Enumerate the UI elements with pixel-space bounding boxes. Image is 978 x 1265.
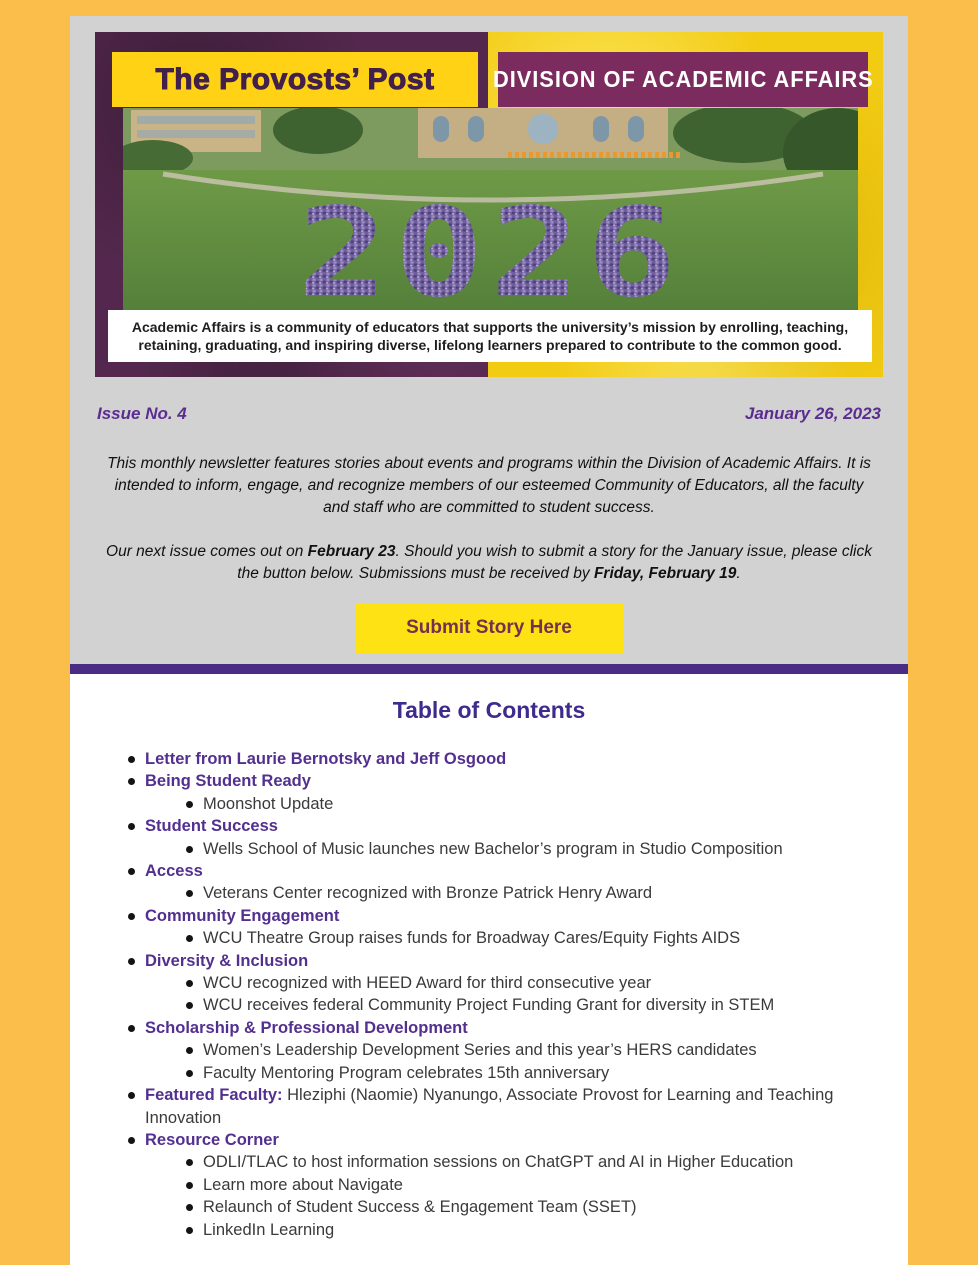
toc-subitem: Faculty Mentoring Program celebrates 15th anniversary: [70, 1062, 908, 1084]
section-divider: [70, 664, 908, 674]
toc-subitem: Veterans Center recognized with Bronze Patrick Henry Award: [70, 882, 908, 904]
brand-title: The Provosts’ Post: [155, 62, 435, 96]
submission-note: Our next issue comes out on February 23. Should you wish to submit a story for the January issue, please click the button below. Submissions must be received by Friday, February 19.: [106, 543, 872, 582]
toc-subitem: Moonshot Update: [70, 793, 908, 815]
issue-row: [70, 404, 908, 424]
hero-caption: Academic Affairs is a community of educators that supports the university’s mission by enrolling, teaching, retaining, graduating, and inspiring diverse, lifelong learners prepared to contribute to the common good.: [108, 310, 872, 362]
toc-item: Scholarship & Professional Development: [70, 1017, 908, 1039]
toc-subitem: LinkedIn Learning: [70, 1219, 908, 1241]
cta-container: [70, 603, 908, 664]
issue-number: Issue No. 4: [97, 404, 187, 423]
toc-item: Student Success: [70, 815, 908, 837]
campus-photo: [123, 108, 858, 310]
toc-item: Community Engagement: [70, 905, 908, 927]
division-title: DIVISION OF ACADEMIC AFFAIRS: [492, 66, 874, 92]
submit-story-button[interactable]: Submit Story Here: [355, 603, 624, 653]
top-panel: [70, 16, 908, 664]
toc-subitem: Relaunch of Student Success & Engagement Team (SSET): [70, 1196, 908, 1218]
campus-photo-art: [123, 108, 858, 310]
toc-item: Access: [70, 860, 908, 882]
toc-item: Being Student Ready: [70, 770, 908, 792]
toc-item: Diversity & Inclusion: [70, 950, 908, 972]
toc-list: [70, 748, 908, 1241]
division-banner: [492, 52, 874, 107]
issue-date: January 26, 2023: [744, 404, 881, 423]
toc-item: Resource Corner: [70, 1129, 908, 1151]
brand-banner: [112, 52, 478, 107]
toc-subitem: Wells School of Music launches new Bachelor’s program in Studio Composition: [70, 838, 908, 860]
crowd-year-text: 2026: [297, 182, 683, 310]
toc-heading: Table of Contents: [392, 697, 586, 723]
toc-panel: [70, 674, 908, 1265]
toc-subitem: WCU Theatre Group raises funds for Broadway Cares/Equity Fights AIDS: [70, 927, 908, 949]
toc-subitem: Learn more about Navigate: [70, 1174, 908, 1196]
toc-subitem: ODLI/TLAC to host information sessions on ChatGPT and AI in Higher Education: [70, 1151, 908, 1173]
toc-subitem: WCU receives federal Community Project Funding Grant for diversity in STEM: [70, 994, 908, 1016]
newsletter-body: [70, 16, 908, 1265]
toc-subitem: WCU recognized with HEED Award for third consecutive year: [70, 972, 908, 994]
hero-block: [95, 32, 883, 377]
toc-subitem: Women’s Leadership Development Series and this year’s HERS candidates: [70, 1039, 908, 1061]
intro-paragraph: This monthly newsletter features stories about events and programs within the Division of Academic Affairs. It is intended to inform, engage, and recognize members of our esteemed Community of Educators, all the faculty and staff who are committed to student success.: [107, 455, 871, 516]
toc-item: Featured Faculty: Hleziphi (Naomie) Nyanungo, Associate Provost for Learning and Teaching Innovation: [70, 1084, 908, 1129]
toc-item: Letter from Laurie Bernotsky and Jeff Osgood: [70, 748, 908, 770]
